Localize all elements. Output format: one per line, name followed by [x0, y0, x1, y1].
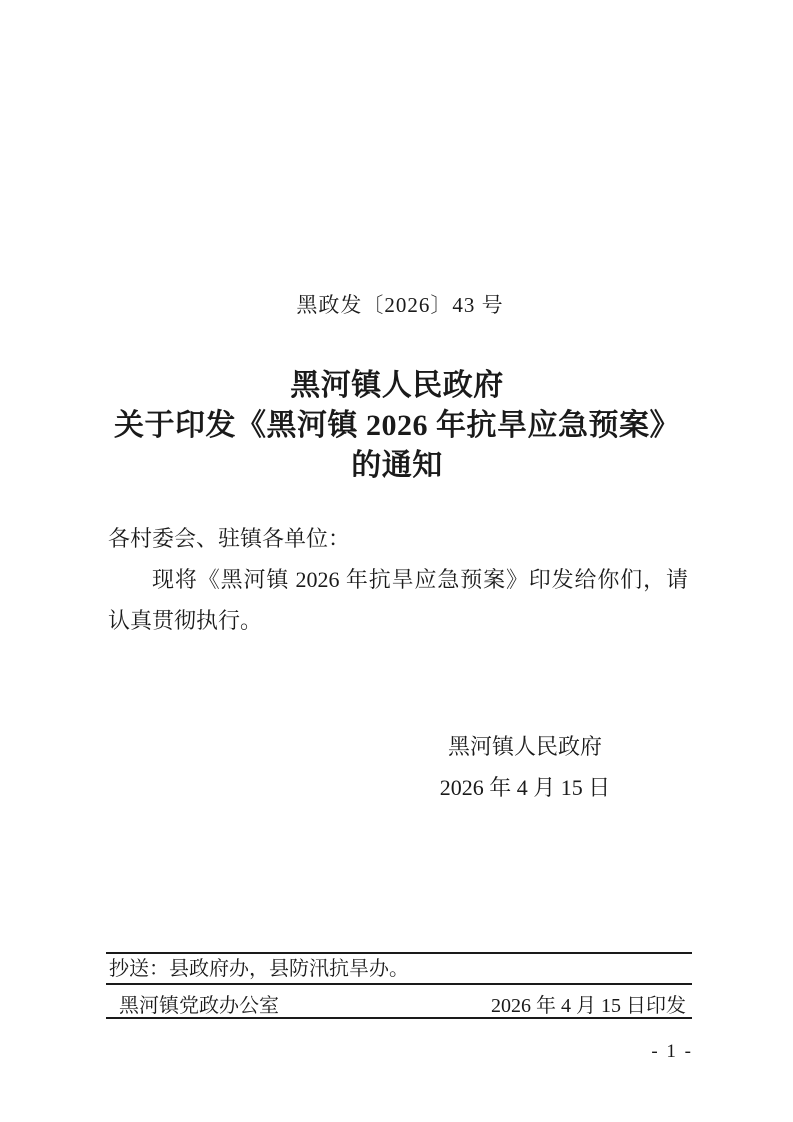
cc-row: 抄送：县政府办，县防汛抗旱办。 [106, 954, 692, 985]
print-date: 2026 年 4 月 15 日印发 [491, 994, 686, 1017]
title-line-2: 关于印发《黑河镇 2026 年抗旱应急预案》 [114, 409, 680, 442]
salutation: 各村委会、驻镇各单位： [108, 526, 351, 551]
signature-org: 黑河镇人民政府 [447, 734, 602, 759]
signature-date: 2026 年 4 月 15 日 [439, 775, 611, 800]
doc-number: 黑政发〔2026〕43 号 [296, 293, 504, 317]
footer-block [106, 952, 692, 1019]
signature-block [345, 726, 705, 808]
title-line-3: 的通知 [351, 449, 443, 482]
document-body [108, 518, 688, 641]
publisher-office: 黑河镇党政办公室 [119, 994, 279, 1017]
page-number: - 1 - [651, 1041, 693, 1062]
publisher-row [106, 985, 692, 1019]
body-paragraph: 现将《黑河镇 2026 年抗旱应急预案》印发给你们，请认真贯彻执行。 [108, 567, 688, 633]
document-title [87, 366, 707, 486]
title-line-1: 黑河镇人民政府 [290, 369, 504, 402]
